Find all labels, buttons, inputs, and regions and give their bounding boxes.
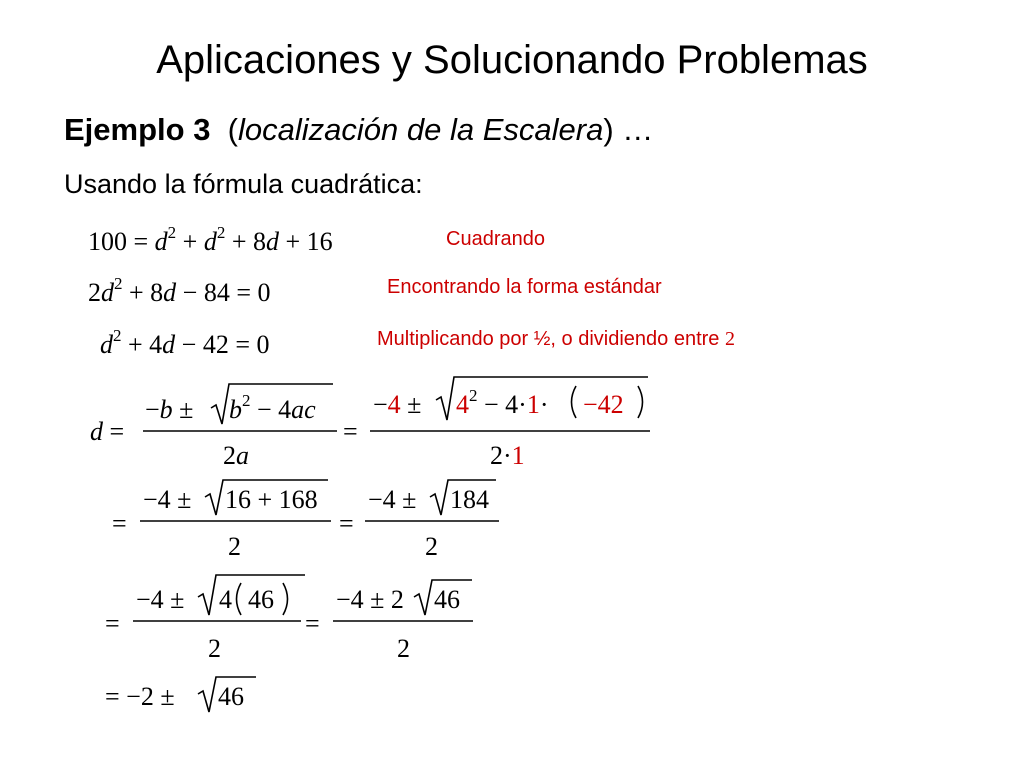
equation-step-three [105, 575, 473, 663]
svg-text:−b ±: −b ± [145, 395, 194, 424]
svg-text:=: = [339, 509, 354, 538]
svg-text:d =: d = [90, 417, 125, 446]
svg-text:46: 46 [434, 585, 460, 614]
svg-text:−4 ±: −4 ± [136, 585, 185, 614]
equation-step-two [112, 480, 499, 561]
svg-text:2: 2 [425, 532, 438, 561]
svg-text:=: = [112, 509, 127, 538]
svg-text:42 − 4·1·: $4^2 - 4\cdot 1\cdot$ [456, 386, 549, 419]
svg-text:= −2 ±: = −2 ± [105, 682, 175, 711]
equation-squared [88, 223, 333, 256]
example-topic: localización de la Escalera [238, 112, 604, 147]
note-standard-form: Encontrando la forma estándar [387, 276, 662, 298]
example-open-paren: ( [227, 112, 238, 147]
svg-text:46: 46 [248, 585, 274, 614]
svg-text:2: 2 [228, 532, 241, 561]
svg-text:2d2 + 8d − 84 = 0: $2d^2 + 8d - 84 = 0$ [88, 274, 271, 307]
svg-text:−4 ± 2: −4 ± 2 [336, 585, 404, 614]
equation-standard-form [88, 274, 271, 307]
svg-text:=: = [305, 609, 320, 638]
svg-text:−4 ±: −4 ± [143, 485, 192, 514]
example-label: Ejemplo 3 [64, 112, 211, 147]
svg-text:−4 ±: −4 ± [368, 485, 417, 514]
slide-title: Aplicaciones y Solucionando Problemas [156, 38, 868, 82]
svg-text:−4 ±: −4 ± [373, 390, 422, 419]
svg-text:2: 2 [397, 634, 410, 663]
equation-result [105, 677, 256, 712]
svg-text:2a: 2a [223, 441, 249, 470]
svg-text:d2 + 4d − 42 = 0: $d^2 + 4d - 42 = 0$ [100, 326, 270, 359]
svg-text:−42: −42 [583, 390, 624, 419]
svg-text:46: 46 [218, 682, 244, 711]
svg-text:100 = d2 + d2 + 8d + 16: $100 = d^2 + d^2 + 8d + 16$ [88, 223, 333, 256]
equation-quadratic-formula [90, 377, 650, 470]
svg-text:=: = [343, 417, 358, 446]
svg-text:=: = [105, 609, 120, 638]
example-close-paren: ) … [603, 112, 654, 147]
note-squaring: Cuadrando [446, 228, 545, 250]
svg-text:b2 − 4ac: $b^2 - 4ac$ [229, 391, 316, 424]
svg-text:2: 2 [208, 634, 221, 663]
equation-simplified [100, 326, 270, 359]
svg-text:2·1: 2·1 [490, 441, 525, 470]
svg-text:184: 184 [450, 485, 489, 514]
svg-text:4: 4 [219, 585, 232, 614]
note-multiply-number: 2 [725, 328, 735, 350]
svg-text:16 + 168: 16 + 168 [225, 485, 318, 514]
intro-text: Usando la fórmula cuadrática: [64, 169, 423, 199]
note-multiply-prefix: Multiplicando por ½, o dividiendo entre [377, 328, 725, 350]
